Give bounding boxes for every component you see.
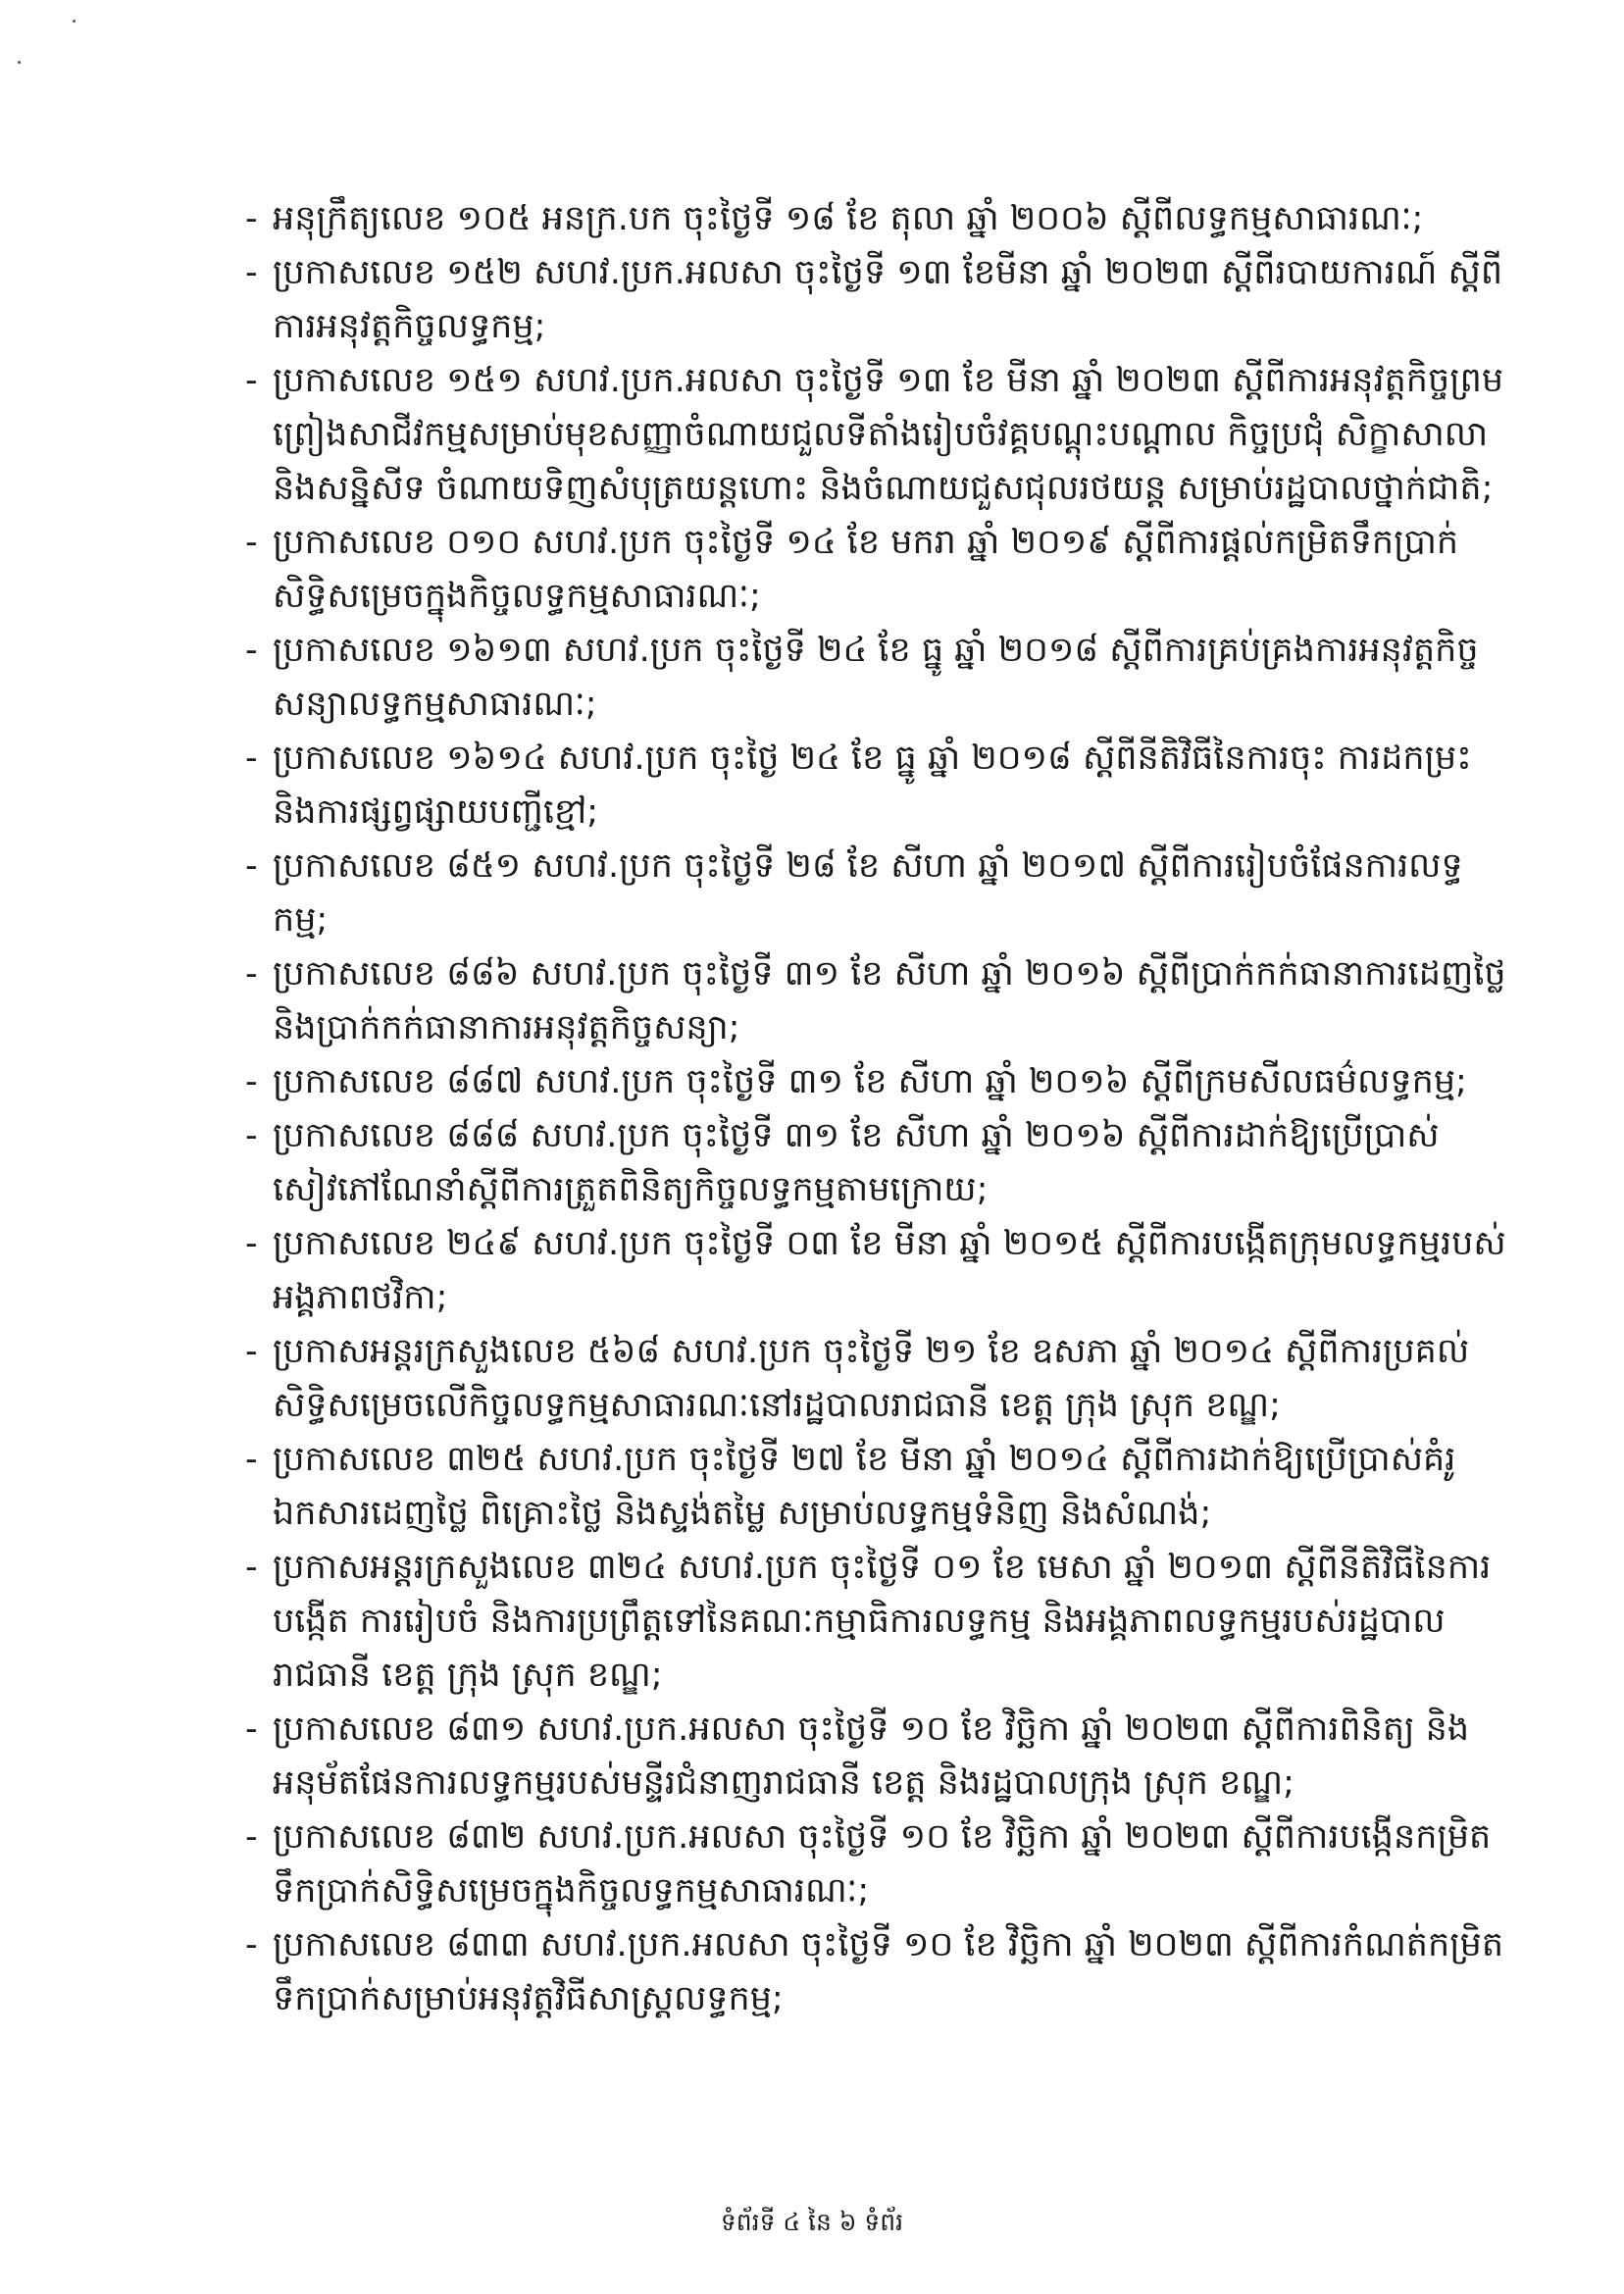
bullet-dash: - — [245, 1062, 258, 1101]
item-text: អនុក្រឹត្យលេខ ១០៥ អនក្រ.បក ចុះថ្ងៃទី ១៨ ខែ តុលា ឆ្នាំ ២០០៦ ស្តីពីលទ្ធកម្មសាធារណៈ; — [273, 199, 1424, 238]
list-item — [245, 1433, 1510, 1541]
item-text: ប្រកាសលេខ ៨៣២ សហវ.ប្រក.អលសា ចុះថ្ងៃទី ១០ ខែ វិច្ឆិកា ឆ្នាំ ២០២៣ ស្តីពីការបង្កើនកម្រិតទឹកប្រាក់សិទ្ធិសម្រេចក្នុងកិច្ចលទ្ធកម្មសាធារណៈ; — [273, 1817, 1492, 1911]
list-item — [245, 1217, 1510, 1325]
bullet-dash: - — [245, 253, 258, 292]
list-item — [245, 354, 1510, 516]
item-text: ប្រកាសលេខ ៣២៥ សហវ.ប្រក ចុះថ្ងៃទី ២៧ ខែ មីនា ឆ្នាំ ២០១៤ ស្តីពីការដាក់ឱ្យប្រើប្រាស់គំរូឯកសារដេញថ្លៃ ពិគ្រោះថ្លៃ និងស្ទង់តម្លៃ សម្រាប់លទ្ធកម្មទំនិញ និងសំណង់; — [273, 1440, 1456, 1533]
bullet-dash: - — [245, 1817, 258, 1857]
item-text: ប្រកាសលេខ ៨៣១ សហវ.ប្រក.អលសា ចុះថ្ងៃទី ១០ ខែ វិច្ឆិកា ឆ្នាំ ២០២៣ ស្តីពីការពិនិត្យ និងអនុម័តផែនការលទ្ធកម្មរបស់មន្ទីរជំនាញរាជធានី ខេត្ត និងរដ្ឋបាលក្រុង ស្រុក ខណ្ឌ; — [273, 1709, 1470, 1803]
list-item — [245, 1918, 1510, 2026]
list-item — [245, 732, 1510, 840]
bullet-dash: - — [245, 1224, 258, 1263]
scan-speck — [73, 20, 76, 23]
list-item — [245, 947, 1510, 1055]
bullet-dash: - — [245, 846, 258, 886]
bullet-dash: - — [245, 1709, 258, 1749]
scan-speck — [18, 61, 21, 64]
item-text: ប្រកាសលេខ ០១០ សហវ.ប្រក ចុះថ្ងៃទី ១៤ ខែ មករា ឆ្នាំ ២០១៩ ស្តីពីការផ្តល់កម្រិតទឹកប្រាក់សិទ្ធិសម្រេចក្នុងកិច្ចលទ្ធកម្មសាធារណៈ; — [273, 523, 1459, 616]
legal-reference-list — [245, 192, 1510, 2026]
item-text: ប្រកាសលេខ ៨៨៦ សហវ.ប្រក ចុះថ្ងៃទី ៣១ ខែ សីហា ឆ្នាំ ២០១៦ ស្តីពីប្រាក់កក់ធានាការដេញថ្លៃ និងប្រាក់កក់ធានាការអនុវត្តកិច្ចសន្យា; — [273, 954, 1506, 1047]
list-item — [245, 624, 1510, 732]
item-text: ប្រកាសលេខ ១៦១៣ សហវ.ប្រក ចុះថ្ងៃទី ២៤ ខែ ធ្នូ ឆ្នាំ ២០១៨ ស្តីពីការគ្រប់គ្រងការអនុវត្តកិច្ចសន្យាលទ្ធកម្មសាធារណៈ; — [273, 631, 1479, 724]
item-text: ប្រកាសលេខ ៨៨៧ សហវ.ប្រក ចុះថ្ងៃទី ៣១ ខែ សីហា ឆ្នាំ ២០១៦ ស្តីពីក្រមសីលធម៌លទ្ធកម្ម; — [273, 1062, 1467, 1101]
list-item — [245, 1055, 1510, 1109]
item-text: ប្រកាសលេខ ១៦១៤ សហវ.ប្រក ចុះថ្ងៃ ២៤ ខែ ធ្នូ ឆ្នាំ ២០១៨ ស្តីពីនីតិវិធីនៃការចុះ ការដកម្រះនិងការផ្សព្វផ្សាយបញ្ជីខ្មៅ; — [273, 739, 1472, 832]
list-item — [245, 246, 1510, 354]
item-text: ប្រកាសអន្តរក្រសួងលេខ ៥៦៨ សហវ.ប្រក ចុះថ្ងៃទី ២១ ខែ ឧសភា ឆ្នាំ ២០១៤ ស្តីពីការប្រគល់សិទ្ធិសម្រេចលើកិច្ចលទ្ធកម្មសាធារណៈនៅរដ្ឋបាលរាជធានី ខេត្ត ក្រុង ស្រុក ខណ្ឌ; — [273, 1332, 1470, 1425]
bullet-dash: - — [245, 1440, 258, 1479]
item-text: ប្រកាសលេខ ១៥១ សហវ.ប្រក.អលសា ចុះថ្ងៃទី ១៣ ខែ មីនា ឆ្នាំ ២០២៣ ស្តីពីការអនុវត្តកិច្ចព្រមព្រៀងសាជីវកម្មសម្រាប់មុខសញ្ញាចំណាយជួលទីតាំងរៀបចំវគ្គបណ្តុះបណ្តាល កិច្ចប្រជុំ សិក្ខាសាលា និងសន្និសីទ ចំណាយទិញសំបុត្រយន្តហោះ និងចំណាយជួសជុលរថយន្ត សម្រាប់រដ្ឋបាលថ្នាក់ជាតិ; — [273, 361, 1504, 508]
bullet-dash: - — [245, 361, 258, 400]
list-item — [245, 840, 1510, 947]
page-number-footer: ទំព័រទី ៤ នៃ ៦ ទំព័រ — [720, 2208, 904, 2236]
bullet-dash: - — [245, 631, 258, 670]
bullet-dash: - — [245, 739, 258, 778]
item-text: ប្រកាសលេខ ៨៨៨ សហវ.ប្រក ចុះថ្ងៃទី ៣១ ខែ សីហា ឆ្នាំ ២០១៦ ស្តីពីការដាក់ឱ្យប្រើប្រាស់សៀវភៅណែនាំស្តីពីការត្រួតពិនិត្យកិច្ចលទ្ធកម្មតាមក្រោយ; — [273, 1116, 1440, 1209]
bullet-dash: - — [245, 1925, 258, 1964]
item-text: ប្រកាសលេខ ៨៥១ សហវ.ប្រក ចុះថ្ងៃទី ២៨ ខែ សីហា ឆ្នាំ ២០១៧ ស្តីពីការរៀបចំផែនការលទ្ធកម្ម; — [273, 846, 1463, 940]
item-text: ប្រកាសលេខ ៨៣៣ សហវ.ប្រក.អលសា ចុះថ្ងៃទី ១០ ខែ វិច្ឆិកា ឆ្នាំ ២០២៣ ស្តីពីការកំណត់កម្រិតទឹកប្រាក់សម្រាប់អនុវត្តវិធីសាស្ត្រលទ្ធកម្ម; — [273, 1925, 1504, 2018]
bullet-dash: - — [245, 523, 258, 562]
list-item — [245, 192, 1510, 246]
list-item — [245, 1810, 1510, 1918]
list-item — [245, 1703, 1510, 1810]
item-text: ប្រកាសលេខ ១៥២ សហវ.ប្រក.អលសា ចុះថ្ងៃទី ១៣ ខែមីនា ឆ្នាំ ២០២៣ ស្តីពីរបាយការណ៍ ស្តីពីការអនុវត្តកិច្ចលទ្ធកម្ម; — [273, 253, 1503, 346]
bullet-dash: - — [245, 199, 258, 238]
bullet-dash: - — [245, 1116, 258, 1155]
list-item — [245, 1541, 1510, 1703]
bullet-dash: - — [245, 954, 258, 994]
list-item — [245, 1325, 1510, 1433]
bullet-dash: - — [245, 1548, 258, 1587]
list-item — [245, 516, 1510, 624]
list-item — [245, 1109, 1510, 1217]
item-text: ប្រកាសអន្តរក្រសួងលេខ ៣២៤ សហវ.ប្រក ចុះថ្ងៃទី ០១ ខែ មេសា ឆ្នាំ ២០១៣ ស្តីពីនីតិវិធីនៃការបង្កើត ការរៀបចំ និងការប្រព្រឹត្តទៅនៃគណៈកម្មាធិការលទ្ធកម្ម និងអង្គភាពលទ្ធកម្មរបស់រដ្ឋបាលរាជធានី ខេត្ត ក្រុង ស្រុក ខណ្ឌ; — [273, 1548, 1492, 1695]
item-text: ប្រកាសលេខ ២៤៩ សហវ.ប្រក ចុះថ្ងៃទី ០៣ ខែ មីនា ឆ្នាំ ២០១៥ ស្តីពីការបង្កើតក្រុមលទ្ធកម្មរបស់អង្គភាពថវិកា; — [273, 1224, 1506, 1317]
bullet-dash: - — [245, 1332, 258, 1371]
